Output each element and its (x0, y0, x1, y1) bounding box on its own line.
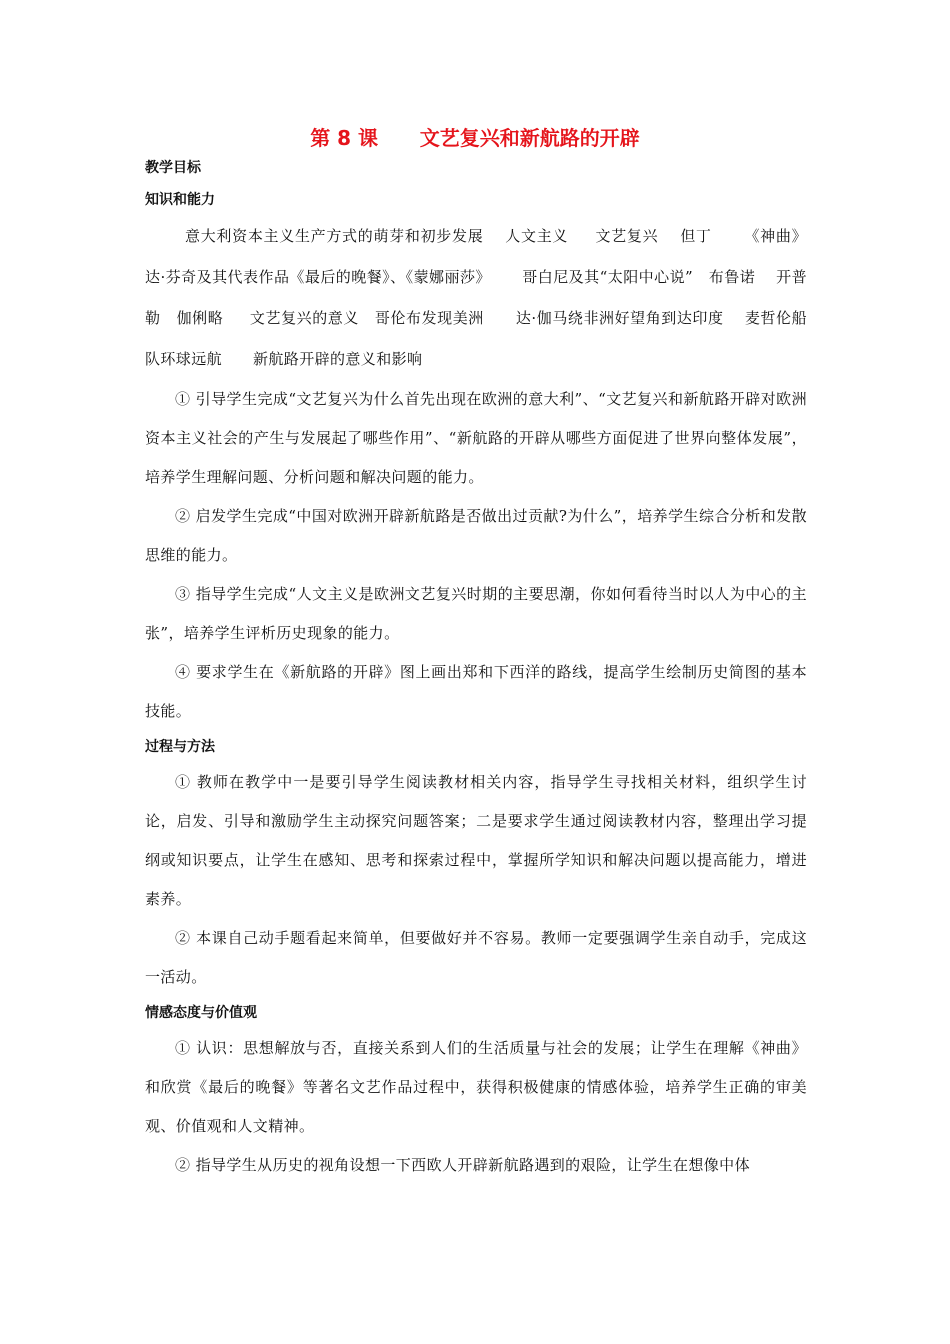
document-body (145, 152, 818, 1185)
knowledge-item-1: ① 引导学生完成“文艺复兴为什么首先出现在欧洲的意大利”、“文艺复兴和新航路开辟对欧洲资本主义社会的产生与发展起了哪些作用”、“新航路的开辟从哪些方面促进了世界向整体发展”，培养学生理解问题、分析问题和解决问题的能力。 (145, 390, 807, 486)
process-item-1: ① 教师在教学中一是要引导学生阅读教材相关内容，指导学生寻找相关材料，组织学生讨论，启发、引导和激励学生主动探究问题答案；二是要求学生通过阅读教材内容，整理出学习提纲或知识要点，让学生在感知、思考和探索过程中，掌握所学知识和解决问题以提高能力，增进素养。 (145, 773, 807, 908)
knowledge-item-3: ③ 指导学生完成“人文主义是欧洲文艺复兴时期的主要思潮，你如何看待当时以人为中心的主张”，培养学生评析历史现象的能力。 (145, 585, 807, 642)
section-heading-process: 过程与方法 (145, 739, 215, 755)
page-title: 第 8 课 文艺复兴和新航路的开辟 (310, 126, 640, 150)
section-heading-values: 情感态度与价值观 (145, 1005, 257, 1021)
section-heading-knowledge: 知识和能力 (145, 192, 215, 208)
values-item-1: ① 认识：思想解放与否，直接关系到人们的生活质量与社会的发展；让学生在理解《神曲》和欣赏《最后的晚餐》等著名文艺作品过程中，获得积极健康的情感体验，培养学生正确的审美观、价值观和人文精神。 (145, 1039, 807, 1135)
knowledge-item-4: ④ 要求学生在《新航路的开辟》图上画出郑和下西洋的路线，提高学生绘制历史简图的基本技能。 (145, 663, 807, 720)
knowledge-item-2: ② 启发学生完成“中国对欧洲开辟新航路是否做出过贡献?为什么”，培养学生综合分析和发散思维的能力。 (145, 507, 807, 564)
section-heading-teaching-goals: 教学目标 (145, 160, 201, 176)
knowledge-keywords: 意大利资本主义生产方式的萌芽和初步发展 人文主义 文艺复兴 但丁 《神曲》 达·芬奇及其代表作品《最后的晚餐》、《蒙娜丽莎》 哥白尼及其“太阳中心说” 布鲁诺 开普勒 伽俐略 文艺复兴的意义 哥伦布发现美洲 达·伽马绕非洲好望角到达印度 麦哲伦船队环球远航 新航路开辟的意义和影响 (145, 227, 818, 368)
values-item-2: ② 指导学生从历史的视角设想一下西欧人开辟新航路遇到的艰险，让学生在想像中体 (175, 1156, 750, 1174)
process-item-2: ② 本课自己动手题看起来简单，但要做好并不容易。教师一定要强调学生亲自动手，完成这一活动。 (145, 929, 807, 986)
